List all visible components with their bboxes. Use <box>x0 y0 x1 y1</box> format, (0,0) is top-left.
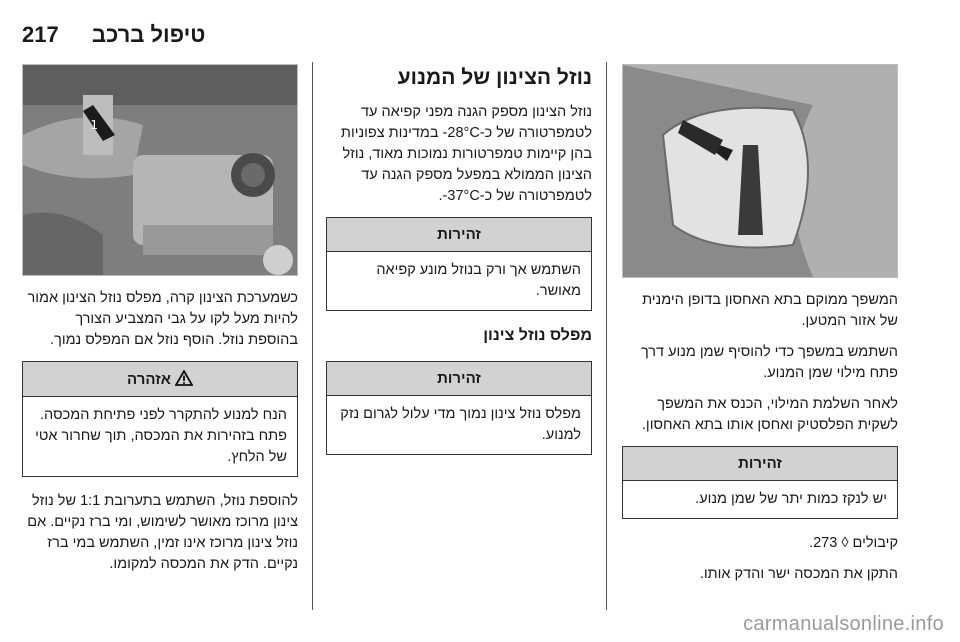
column-divider-right <box>606 62 607 610</box>
column-middle <box>326 64 592 469</box>
engine-coolant-reservoir-photo <box>22 64 298 276</box>
funnel-storage-text: לאחר השלמת המילוי, הכנס את המשפך לשקית הפלסטיק ואחסן אותו בתא האחסון. <box>641 396 898 433</box>
caution-box-excess-oil <box>622 446 898 519</box>
page-number: 217 <box>22 22 59 47</box>
chapter-title: טיפול ברכב <box>92 22 206 47</box>
caution-box-low-level <box>326 361 592 455</box>
section-subtitle-coolant-level: מפלס נוזל צינון <box>483 327 592 344</box>
capacities-reference-text: קיבולים ◊ 273. <box>809 535 898 551</box>
caution-box-antifreeze-body: השתמש אך ורק בנוזל מונע קפיאה מאושר. <box>376 262 581 299</box>
section-title-engine-coolant: נוזל הצינון של המנוע <box>397 66 592 89</box>
engine-bay-illustration <box>23 65 297 275</box>
column-left <box>22 64 298 585</box>
funnel-usage-text: השתמש במשפך כדי להוסיף שמן מנוע דרך פתח מילוי שמן המנוע. <box>640 344 898 381</box>
warning-box-body: הנח למנוע להתקרר לפני פתיחת המכסה. פתח בזהירות את המכסה, תוך שחרור אטי של הלחץ. <box>35 407 287 465</box>
svg-text:1: 1 <box>90 118 98 132</box>
funnel-storage-photo <box>622 64 898 278</box>
coolant-level-text: כשמערכת הצינון קרה, מפלס נוזל הצינון אמור להיות מעל לקו על גבי המצביע הצורך בהוספת נוזל. הוסף נוזל אם המפלס נמוך. <box>27 290 298 348</box>
column-divider-left <box>312 62 313 610</box>
warning-box <box>22 361 298 477</box>
column-right <box>622 64 898 595</box>
warning-box-title <box>23 362 297 397</box>
watermark-text: carmanualsonline.info <box>743 613 944 635</box>
caution-box-low-level-title: זהירות <box>327 362 591 396</box>
trunk-compartment-illustration <box>623 65 897 277</box>
caution-box-excess-oil-title: זהירות <box>623 447 897 481</box>
warning-title-label: אזהרה <box>127 371 171 388</box>
caution-box-excess-oil-body: יש לנקז כמות יתר של שמן מנוע. <box>695 491 887 507</box>
caution-box-antifreeze-title: זהירות <box>327 218 591 252</box>
warning-triangle-icon <box>175 370 193 386</box>
coolant-mix-text: להוספת נוזל, השתמש בתערובת 1:1 של נוזל צינון מרוכז מאושר לשימוש, ומי ברז נקיים. אם נוזל צינון מרוכז אינו זמין, השתמש במי ברז נקיים. הדק את המכסה למקומו. <box>27 493 298 572</box>
caution-box-low-level-body: מפלס נוזל צינון נמוך מדי עלול לגרום נזק למנוע. <box>340 406 581 443</box>
funnel-location-text: המשפך ממוקם בתא האחסון בדופן הימנית של אזור המטען. <box>642 292 898 329</box>
caution-box-antifreeze <box>326 217 592 311</box>
install-cap-text: התקן את המכסה ישר והדק אותו. <box>699 566 898 582</box>
coolant-protection-text: נוזל הצינון מספק הגנה מפני קפיאה עד לטמפרטורה של כ-28°C- במדינות צפוניות בהן קיימות טמפרטורות נמוכות מאוד, נוזל הצינון הממולא במפעל מספק הגנה עד לטמפרטורה של כ-37°C-. <box>340 104 592 204</box>
